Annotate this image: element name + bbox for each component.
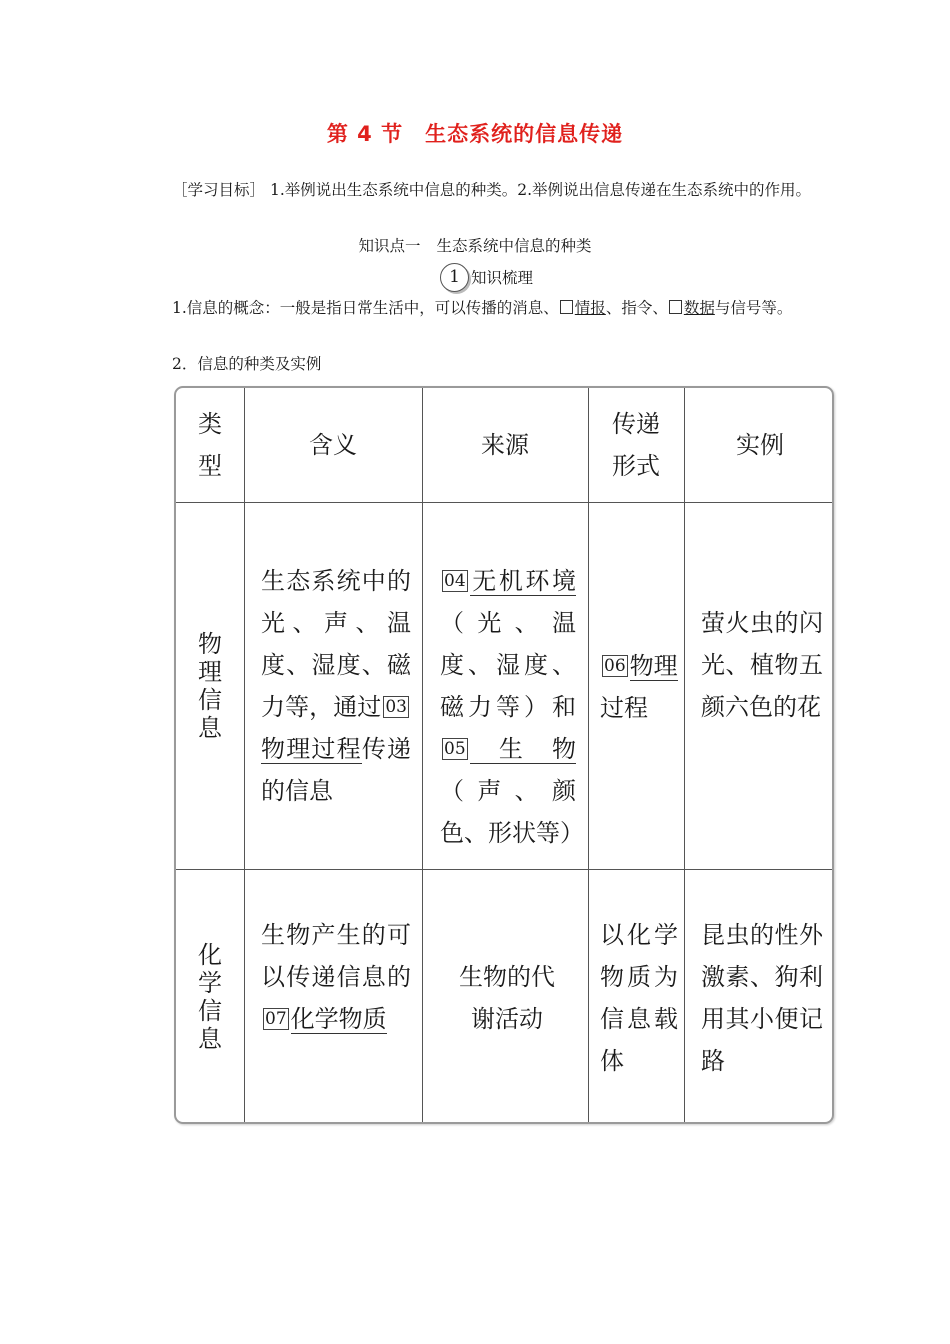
goal-label: ［学习目标］ — [172, 181, 266, 199]
row-chemical-source: 生物的代谢活动 — [459, 963, 555, 1033]
knowledge-badge — [440, 262, 533, 292]
info-type-table — [174, 386, 834, 1124]
knowledge-point-heading — [0, 232, 950, 260]
p1-text-mid: 、指令、 — [605, 299, 668, 317]
header-meaning: 含义 — [309, 431, 357, 459]
answer-physical: 物理 — [629, 652, 678, 680]
transfer-text: 过程 — [600, 694, 648, 722]
kp-label: 知识点一 — [358, 237, 421, 255]
kp-name: 生态系统中信息的种类 — [436, 237, 592, 255]
answer-abiotic-env: 无机环境 — [469, 567, 576, 595]
blank-number: 03 — [385, 697, 407, 717]
blank-number: 06 — [604, 656, 626, 676]
blank-box-icon — [669, 300, 682, 314]
section-name: 生态系统的信息传递 — [425, 122, 624, 146]
row-chemical-meaning — [261, 914, 411, 1040]
page-title — [0, 118, 950, 148]
row-chemical-example: 昆虫的性外激素、狗利用其小便记路 — [701, 921, 823, 1075]
header-example: 实例 — [736, 431, 784, 459]
type-chemical: 化学信息 — [198, 940, 222, 1053]
header-type — [176, 388, 244, 502]
blank-number: 07 — [265, 1009, 287, 1029]
section-number: 第 4 节 — [326, 122, 404, 146]
row-physical-type — [176, 502, 244, 869]
term-intelligence: 情报 — [574, 299, 606, 317]
row-physical-source — [440, 560, 584, 854]
meaning-text: 生物产生的可以传递信息的 — [261, 921, 411, 991]
p1-text-end: 与信号等。 — [714, 299, 793, 317]
term-data: 数据 — [683, 299, 715, 317]
source-text: （光、温度、湿度、磁力等）和 — [440, 609, 576, 721]
header-transfer — [588, 388, 684, 502]
blank-number: 04 — [444, 571, 466, 591]
definition-paragraph — [138, 294, 818, 322]
row-chemical-transfer: 以化学物质为信息载体 — [600, 921, 678, 1075]
meaning-text: 生态系统中的光、声、温度、湿度、磁力等，通过 — [261, 567, 411, 721]
subheading-types: 2．信息的种类及实例 — [172, 355, 322, 373]
type-physical: 物理信息 — [198, 629, 222, 742]
row-physical-example: 萤火虫的闪光、植物五颜六色的花 — [701, 609, 823, 721]
row-chemical-type — [176, 869, 244, 1124]
answer-organism: 生物 — [469, 735, 576, 763]
p1-text: 1.信息的概念：一般是指日常生活中，可以传播的消息、 — [172, 299, 559, 317]
badge-label: 知识梳理 — [471, 269, 534, 287]
blank-box-icon — [560, 300, 573, 314]
circle-number-icon: 1 — [440, 263, 469, 292]
source-text-end: （声、颜色、形状等） — [440, 777, 584, 847]
learning-goal — [138, 176, 818, 204]
header-type-label: 类型 — [198, 410, 222, 480]
row-physical-meaning — [261, 560, 411, 812]
answer-chemical-substance: 化学物质 — [290, 1005, 387, 1033]
meaning-text-end: 传递的信息 — [261, 735, 412, 805]
header-source: 来源 — [481, 431, 529, 459]
blank-number: 05 — [444, 739, 466, 759]
header-transfer-label: 传递形式 — [612, 410, 660, 480]
answer-physical-process: 物理过程 — [261, 735, 362, 763]
goal-text: 1.举例说出生态系统中信息的种类。2.举例说出信息传递在生态系统中的作用。 — [269, 181, 812, 199]
row-physical-transfer — [600, 645, 680, 729]
